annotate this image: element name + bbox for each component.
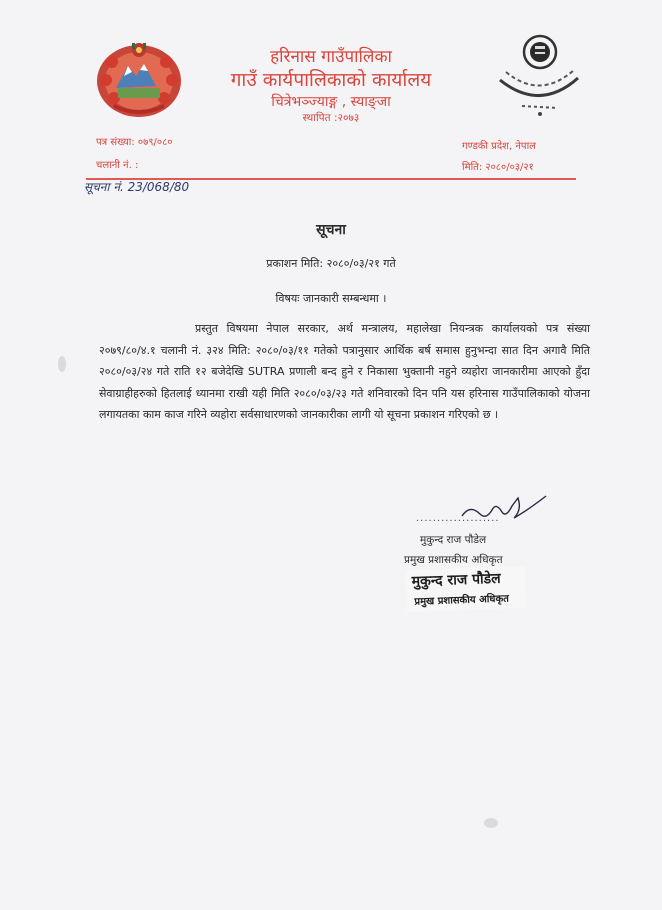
letter-date: मिति: २०८०/०३/२१ [462,162,534,173]
notice-subject: विषयः जानकारी सम्बन्धमा । [275,292,387,305]
handwritten-reference: सूचना नं. 23/068/80 [84,180,190,194]
signatory-title: प्रमुख प्रशासकीय अधिकृत [404,554,503,566]
office-address: चित्रेभञ्ज्याङ्ग , स्याङ्जा [271,94,391,110]
stamp-name: मुकुन्द राज पौडेल [411,570,501,590]
letter-number: पत्र संख्या: ०७९/०८० [96,137,173,148]
notice-body: प्रस्तुत विषयमा नेपाल सरकार, अर्थ मन्त्रालय, महालेखा नियन्त्रक कार्यालयको पत्र संख्या २०७९/८०/४.१ चलानी नं. ३२४ मिति: २०८०/०३/११ गतेको पत्रानुसार आर्थिक बर्ष समास हुनुभन्दा सात दिन अगावै मिति २०८०/०३/२४ गते राति १२ बजेदेखि SUTRA प्रणाली बन्द हुने र निकासा भुक्तानी नहुने व्यहोरा जानकारीमा आएको हुँदा सेवाग्राहीहरुको हितलाई ध्यानमा राखी यही मिति २०८०/०३/२३ गते शनिवारको दिन पनि यस हरिनास गाउँपालिकाको योजना लगायतका काम काज गरिने व्यहोरा सर्वसाधारणको जानकारीका लागी यो सूचना प्रकाशन गरिएको छ । [99,322,590,421]
stamp-role: प्रमुख प्रशासकीय अधिकृत [414,593,510,608]
signatory-name: मुकुन्द राज पौडेल [420,534,487,546]
nepal-emblem-icon [92,38,186,120]
signature-line: .................... [416,513,500,524]
scan-smudge [58,356,66,372]
province-name: गण्डकी प्रदेश, नेपाल [462,141,536,152]
name-stamp [405,566,526,612]
office-name: गाउँ कार्यपालिकाको कार्यालय [230,69,432,91]
municipality-name: हरिनास गाउँपालिका [270,47,392,67]
office-seal-icon [492,28,580,120]
dispatch-number: चलानी नं. : [96,160,139,171]
scan-smudge [484,818,498,828]
notice-title: सूचना [316,222,346,238]
established-year: स्थापित :२०७३ [302,112,360,124]
publish-date: प्रकाशन मिति: २०८०/०३/२१ गते [266,257,396,270]
